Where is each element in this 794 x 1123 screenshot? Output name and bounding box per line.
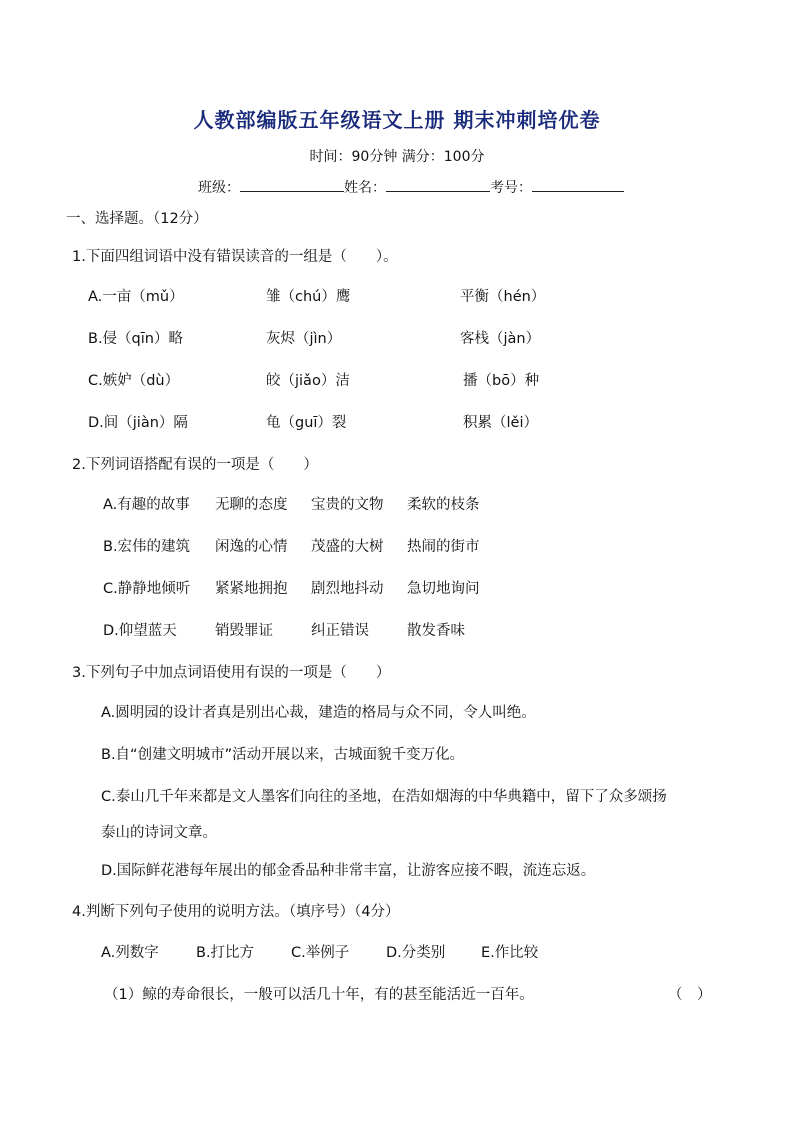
q2-option-b-4: 热闹的街市: [407, 539, 480, 555]
q2-option-d-4: 散发香味: [407, 623, 465, 639]
q4-method-e: E.作比较: [481, 945, 539, 961]
time-info: 时间：90分钟 满分：100分: [309, 149, 485, 165]
q1-option-c-3: 播（bō）种: [463, 373, 540, 389]
q2-option-c-3: 剧烈地抖动: [311, 581, 384, 597]
student-info-row: [198, 177, 624, 197]
q2-option-a-1: A.有趣的故事: [103, 497, 190, 513]
q4-method-d: D.分类别: [386, 945, 446, 961]
q3-option-a: A.圆明园的设计者真是别出心裁，建造的格局与众不同，令人叫绝。: [101, 705, 536, 721]
q3-option-d: D.国际鲜花港每年展出的郁金香品种非常丰富，让游客应接不暇，流连忘返。: [101, 863, 596, 879]
class-field[interactable]: [240, 177, 344, 192]
exam-no-label: 考号：: [490, 180, 532, 196]
q2-option-d-3: 纠正错误: [311, 623, 369, 639]
q3-option-c: C.泰山几千年来都是文人墨客们向往的圣地，在浩如烟海的中华典籍中，留下了众多颂扬: [101, 789, 667, 805]
question-2-stem: 2.下列词语搭配有误的一项是（ ）: [72, 457, 318, 473]
q1-option-b-1: B.侵（qīn）略: [88, 331, 183, 347]
q2-option-b-2: 闲逸的心情: [215, 539, 288, 555]
q1-option-d-3: 积累（lěi）: [463, 415, 538, 431]
q2-option-a-4: 柔软的枝条: [407, 497, 480, 513]
page-title: 人教部编版五年级语文上册 期末冲刺培优卷: [193, 108, 601, 132]
section-heading: 一、选择题。（12分）: [66, 211, 208, 227]
q4-item-1: （1）鲸的寿命很长，一般可以活几十年，有的甚至能活近一百年。: [104, 987, 534, 1003]
q1-option-a-1: A.一亩（mǔ）: [88, 289, 184, 305]
q2-option-a-3: 宝贵的文物: [311, 497, 384, 513]
question-1-stem: 1.下面四组词语中没有错误读音的一组是（ ）。: [72, 249, 398, 265]
q1-option-c-1: C.嫉妒（dù）: [88, 373, 180, 389]
question-3-stem: 3.下列句子中加点词语使用有误的一项是（ ）: [72, 665, 391, 681]
q2-option-b-1: B.宏伟的建筑: [103, 539, 191, 555]
exam-no-field[interactable]: [532, 177, 624, 192]
q2-option-a-2: 无聊的态度: [215, 497, 288, 513]
q3-option-c-cont: 泰山的诗词文章。: [101, 825, 217, 841]
q4-method-a: A.列数字: [101, 945, 159, 961]
q4-method-b: B.打比方: [196, 945, 255, 961]
q3-option-b: B.自“创建文明城市”活动开展以来，古城面貌千变万化。: [101, 747, 465, 763]
q2-option-c-1: C.静静地倾听: [103, 581, 191, 597]
q2-option-b-3: 茂盛的大树: [311, 539, 384, 555]
q1-option-d-2: 龟（guī）裂: [266, 415, 347, 431]
name-field[interactable]: [386, 177, 490, 192]
q1-option-b-2: 灰烬（jìn）: [266, 331, 342, 347]
q1-option-b-3: 客栈（jàn）: [460, 331, 541, 347]
q2-option-c-2: 紧紧地拥抱: [215, 581, 288, 597]
q2-option-c-4: 急切地询问: [407, 581, 480, 597]
q4-item-1-answer-blank[interactable]: （ ）: [668, 987, 712, 1003]
q1-option-a-2: 雏（chú）鹰: [266, 289, 351, 305]
q2-option-d-2: 销毁罪证: [215, 623, 273, 639]
q4-method-c: C.举例子: [291, 945, 350, 961]
class-label: 班级：: [198, 180, 240, 196]
q1-option-c-2: 皎（jiǎo）洁: [266, 373, 350, 389]
question-4-stem: 4.判断下列句子使用的说明方法。（填序号）（4分）: [72, 904, 400, 920]
q1-option-d-1: D.间（jiàn）隔: [88, 415, 188, 431]
q2-option-d-1: D.仰望蓝天: [103, 623, 177, 639]
name-label: 姓名：: [344, 180, 386, 196]
q1-option-a-3: 平衡（hén）: [460, 289, 546, 305]
